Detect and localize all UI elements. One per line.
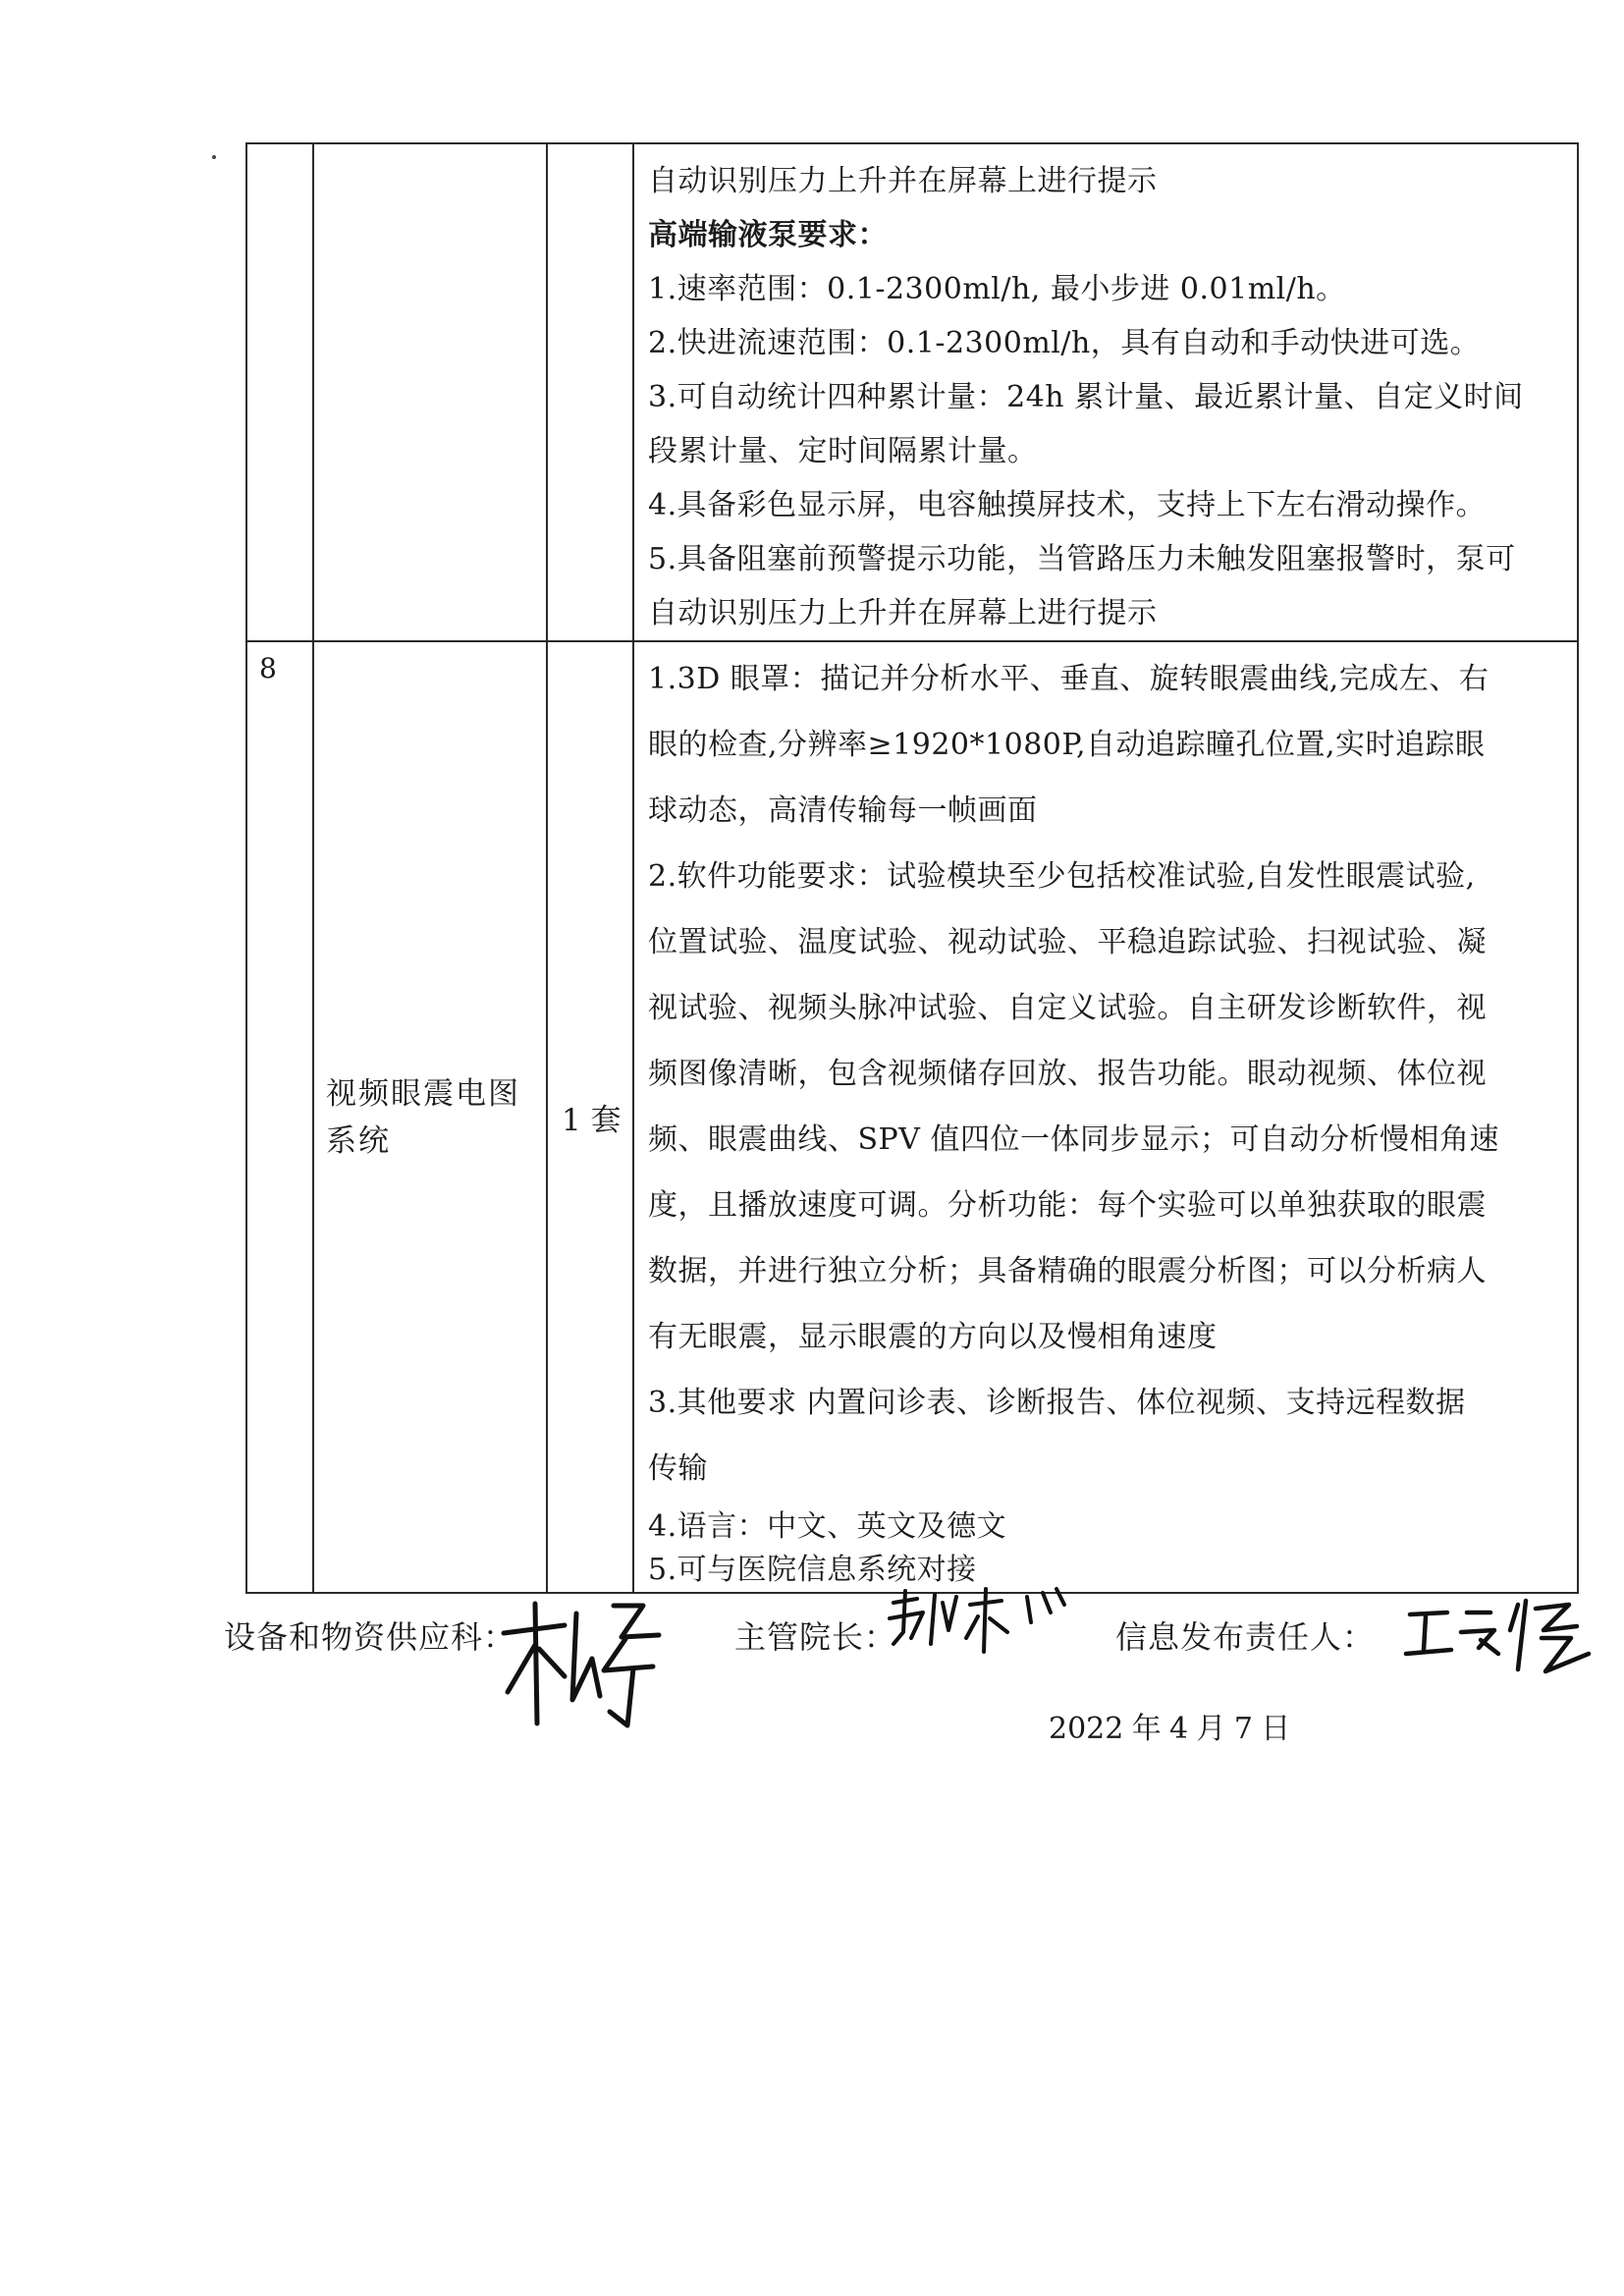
supply-dept-label: 设备和物资供应科：	[224, 1618, 516, 1656]
date-month-unit: 月	[1196, 1712, 1226, 1746]
requirement-line: 频图像清晰，包含视频储存回放、报告功能。眼动视频、体位视	[648, 1057, 1487, 1091]
requirement-line: 1.速率范围：0.1-2300ml/h, 最小步进 0.01ml/h。	[648, 272, 1346, 306]
requirements-table	[245, 142, 1579, 1594]
scan-speck	[212, 155, 216, 159]
requirements-text	[634, 642, 1577, 1592]
requirement-line: 眼的检查,分辨率≥1920*1080P,自动追踪瞳孔位置,实时追踪眼	[648, 728, 1486, 762]
date-year-unit: 年	[1131, 1712, 1162, 1746]
requirement-line: 2.软件功能要求：试验模块至少包括校准试验,自发性眼震试验,	[648, 859, 1476, 894]
quantity-cell	[547, 143, 633, 641]
requirement-line: 4.具备彩色显示屏，电容触摸屏技术，支持上下左右滑动操作。	[648, 488, 1487, 522]
dean-signature	[884, 1583, 1070, 1662]
requirement-line: 有无眼震，显示眼震的方向以及慢相角速度	[648, 1320, 1218, 1354]
requirement-line: 1.3D 眼罩：描记并分析水平、垂直、旋转眼震曲线,完成左、右	[648, 662, 1489, 696]
table-row	[246, 143, 1578, 641]
table-row	[246, 641, 1578, 1593]
item-number: 8	[259, 652, 277, 684]
dean-label: 主管院长：	[734, 1618, 897, 1656]
requirement-line: 传输	[648, 1451, 708, 1486]
requirement-line: 3.其他要求 内置问诊表、诊断报告、体位视频、支持远程数据	[648, 1386, 1466, 1420]
requirement-line: 球动态，高清传输每一帧画面	[648, 793, 1038, 828]
requirement-line: 2.快进流速范围：0.1-2300ml/h，具有自动和手动快进可选。	[648, 326, 1481, 360]
section-heading: 高端输液泵要求：	[648, 218, 888, 252]
name-cell	[313, 641, 547, 1593]
name-cell	[313, 143, 547, 641]
requirement-line: 5.具备阻塞前预警提示功能，当管路压力未触发阻塞报警时，泵可	[648, 542, 1516, 576]
signing-date	[1049, 1704, 1290, 1747]
number-cell	[246, 641, 313, 1593]
quantity-cell	[547, 641, 633, 1593]
requirement-line: 4.语言：中文、英文及德文	[648, 1509, 1007, 1544]
info-officer-label: 信息发布责任人：	[1115, 1618, 1376, 1656]
requirement-line: 数据，并进行独立分析；具备精确的眼震分析图；可以分析病人	[648, 1254, 1487, 1288]
requirement-line: 5.可与医院信息系统对接	[648, 1553, 977, 1587]
requirement-line: 段累计量、定时间隔累计量。	[648, 434, 1038, 468]
date-month: 4	[1169, 1712, 1189, 1746]
date-day-unit: 日	[1261, 1712, 1291, 1746]
requirement-line: 频、眼震曲线、SPV 值四位一体同步显示；可自动分析慢相角速	[648, 1122, 1499, 1157]
supply-signature	[496, 1586, 692, 1733]
item-name: 视频眼震电图系统	[326, 1075, 520, 1159]
date-day: 7	[1233, 1712, 1253, 1746]
requirement-line: 度，且播放速度可调。分析功能：每个实验可以单独获取的眼震	[648, 1188, 1487, 1223]
info-officer-signature	[1396, 1591, 1593, 1689]
requirements-text	[634, 144, 1577, 640]
number-cell	[246, 143, 313, 641]
requirements-cell	[633, 143, 1578, 641]
requirement-line: 位置试验、温度试验、视动试验、平稳追踪试验、扫视试验、凝	[648, 925, 1487, 959]
date-year: 2022	[1049, 1712, 1124, 1746]
item-quantity: 1 套	[562, 1103, 622, 1138]
requirement-line: 3.可自动统计四种累计量：24h 累计量、最近累计量、自定义时间	[648, 380, 1524, 414]
requirement-line: 自动识别压力上升并在屏幕上进行提示	[648, 596, 1158, 630]
requirement-line: 视试验、视频头脉冲试验、自定义试验。自主研发诊断软件，视	[648, 991, 1487, 1025]
requirements-cell	[633, 641, 1578, 1593]
requirement-line: 自动识别压力上升并在屏幕上进行提示	[648, 164, 1158, 198]
